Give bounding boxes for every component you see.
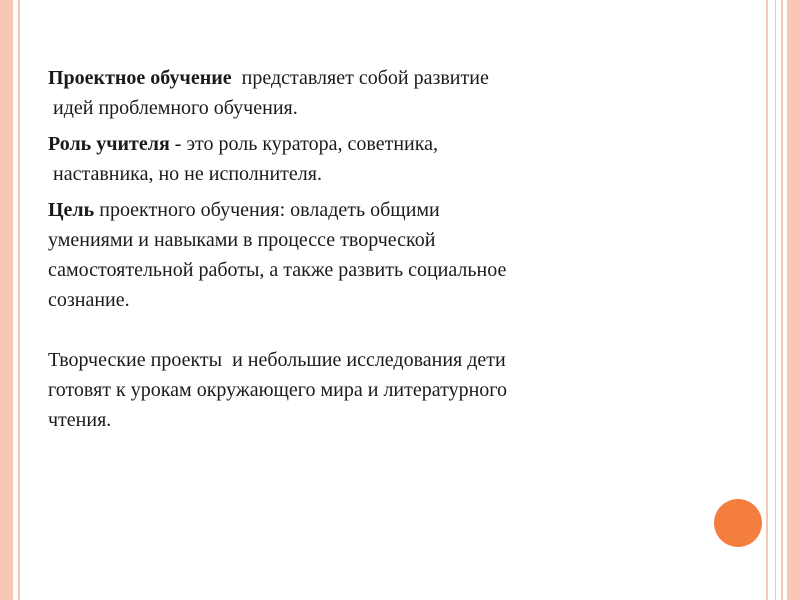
paragraph-text: Творческие проекты и небольшие исследования дети	[48, 349, 506, 371]
paragraph-text: представляет собой развитие	[241, 67, 489, 89]
right-border-line	[766, 0, 768, 600]
right-border-line	[775, 0, 776, 600]
term-project-learning: Проектное обучение	[48, 67, 232, 89]
slide-content	[48, 63, 688, 441]
paragraph-text: умениями и навыками в процессе творческой	[48, 229, 436, 251]
left-border-band	[0, 0, 13, 600]
term-goal: Цель	[48, 199, 95, 221]
paragraph-project-learning	[48, 63, 688, 123]
spacer	[48, 321, 688, 345]
paragraph-creative-projects	[48, 345, 688, 435]
paragraph-text: самостоятельной работы, а также развить социальное	[48, 259, 507, 281]
left-border-line	[18, 0, 20, 600]
paragraph-text: идей проблемного обучения.	[53, 97, 298, 119]
paragraph-text: сознание.	[48, 289, 130, 311]
paragraph-text: проектного обучения: овладеть общими	[99, 199, 440, 221]
paragraph-teacher-role	[48, 129, 688, 189]
paragraph-text: - это роль куратора, советника,	[174, 133, 439, 155]
term-teacher-role: Роль учителя	[48, 133, 170, 155]
paragraph-text: чтения.	[48, 409, 112, 431]
right-border-line	[781, 0, 783, 600]
paragraph-text: наставника, но не исполнителя.	[53, 163, 322, 185]
paragraph-text: готовят к урокам окружающего мира и литературного	[48, 379, 507, 401]
accent-circle	[714, 499, 762, 547]
paragraph-goal	[48, 195, 688, 315]
right-border-band	[787, 0, 800, 600]
